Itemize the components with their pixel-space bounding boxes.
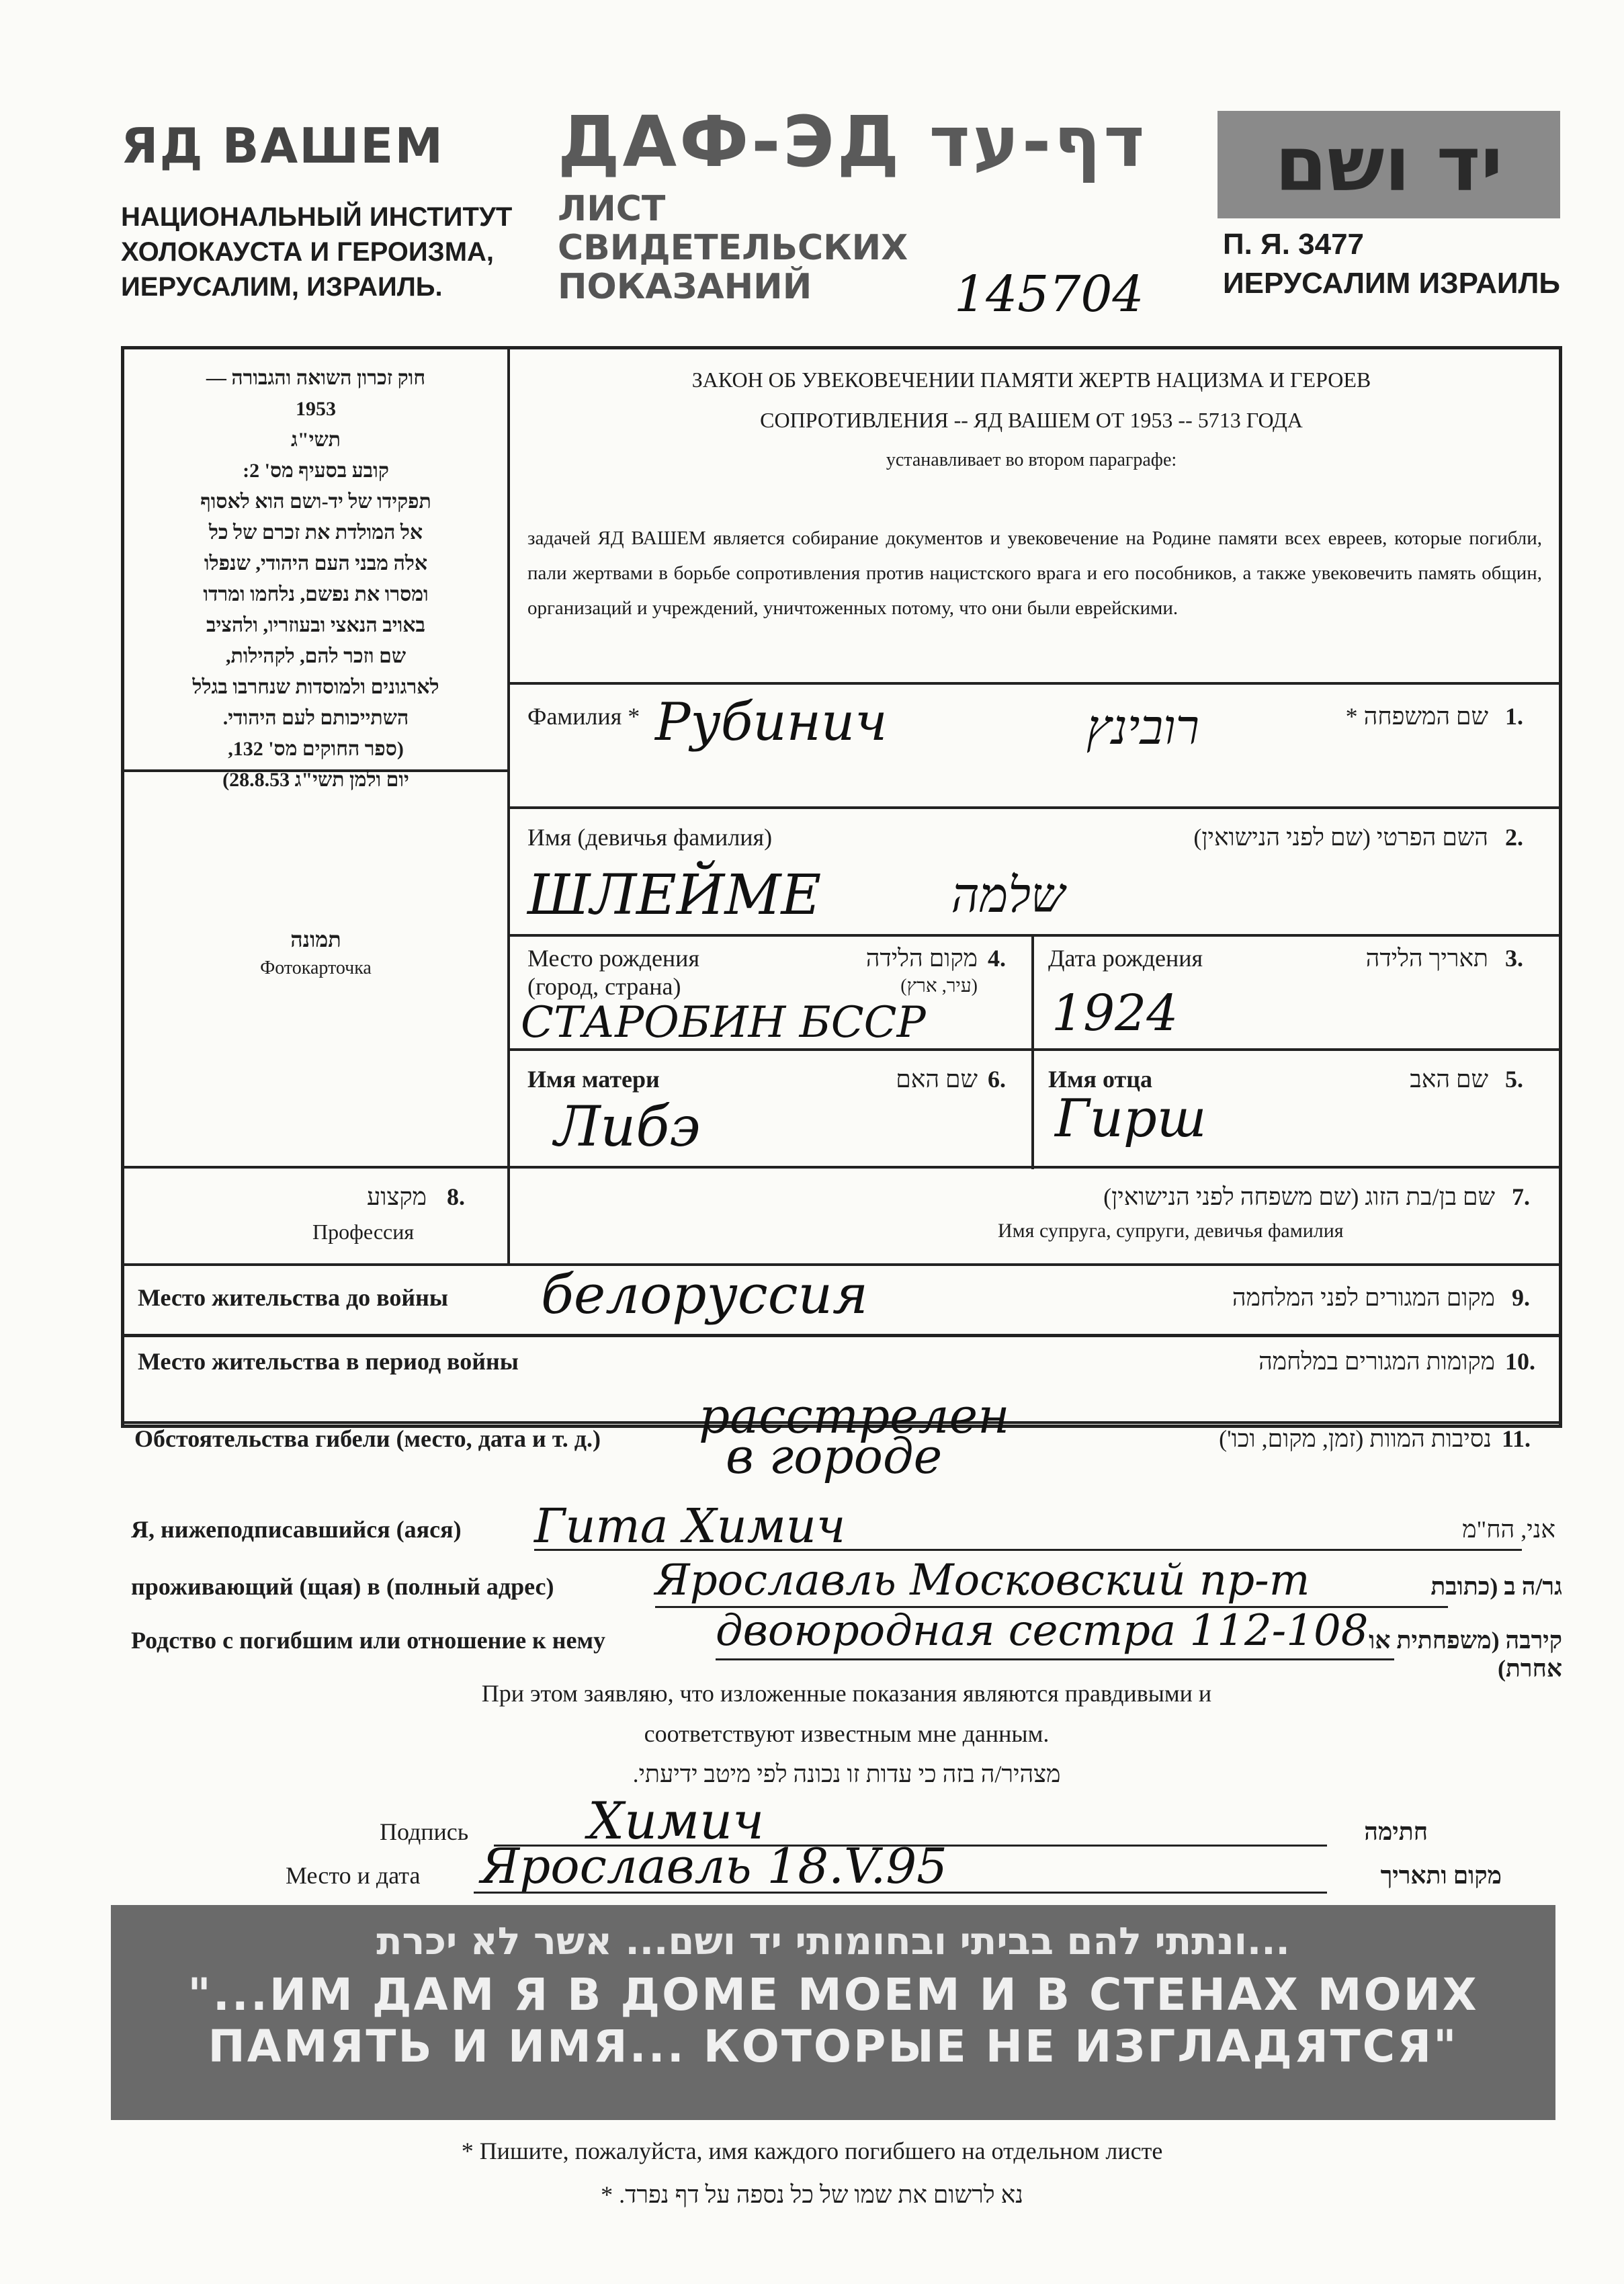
field-birthdate-label-hebrew: תאריך הלידה <box>1365 945 1488 972</box>
header-right-address <box>1223 225 1572 303</box>
underline <box>534 1549 1522 1551</box>
witness-section <box>131 1498 1562 1881</box>
field-number: 10. <box>1505 1348 1535 1375</box>
field-number: 3. <box>1505 945 1523 972</box>
form-title-line: ЛИСТ <box>558 189 666 229</box>
field-spouse-label: Имя супруга, супруги, девичья фамилия <box>998 1220 1344 1242</box>
field-number: 6. <box>988 1066 1006 1093</box>
signature-label: Подпись <box>380 1818 469 1845</box>
witness-relation-value[interactable]: двоюродная сестра 112-108 <box>716 1606 1369 1656</box>
banner-russian-quote: ПАМЯТЬ И ИМЯ... КОТОРЫЕ НЕ ИЗГЛАДЯТСЯ" <box>208 2021 1459 2072</box>
field-birthplace-label-hebrew <box>783 944 978 1001</box>
hebrew-law-line: 1953 <box>296 398 336 420</box>
hebrew-law-line: באויב הנאצי ובעוזריו, ולהציב <box>206 614 425 636</box>
divider <box>507 682 1559 685</box>
law-title <box>527 359 1535 480</box>
field-prewar-residence-label: Место жительства до войны <box>138 1284 448 1311</box>
photo-label-russian: Фотокарточка <box>260 958 372 978</box>
witness-name-value[interactable]: Гита Химич <box>534 1498 846 1554</box>
birthplace-label-hebrew-sub: (עיר, ארץ) <box>900 976 978 997</box>
field-wartime-residence-label-hebrew: מקומות המגורים במלחמה <box>1258 1348 1495 1375</box>
father-name-value[interactable]: Гирш <box>1055 1089 1207 1149</box>
footer-note: * Пишите, пожалуйста, имя каждого погибшего на отдельном листе <box>461 2138 1163 2164</box>
birthplace-label-hebrew: מקום הלידה <box>865 945 978 972</box>
birthdate-value[interactable]: 1924 <box>1052 984 1179 1042</box>
form-title-line: ПОКАЗАНИЙ <box>558 267 812 307</box>
birthplace-label: Место рождения <box>527 945 700 972</box>
daf-ed-title: ДАФ-ЭД דף-עד <box>558 101 1148 183</box>
witness-name-label-hebrew: אני, הח"מ <box>1462 1516 1555 1543</box>
hebrew-law-line: שם וזכר להם, לקהילות, <box>225 645 407 667</box>
hebrew-law-line: השתייכותם לעם היהודי. <box>222 707 409 729</box>
surname-value-hebrew[interactable]: רובינץ <box>1086 699 1199 755</box>
declaration-line: При этом заявляю, что изложенные показания являются правдивыми и <box>481 1680 1212 1707</box>
field-wartime-residence-label: Место жительства в период войны <box>138 1348 519 1375</box>
divider <box>507 1166 510 1263</box>
first-name-value-hebrew[interactable]: שלמה <box>951 867 1065 923</box>
institute-line: ИЕРУСАЛИМ, ИЗРАИЛЬ. <box>121 272 443 302</box>
hebrew-law-line: תשי"ג <box>291 429 341 451</box>
field-death-circumstances-label-hebrew: נסיבות המוות (זמן, מקום, וכו') <box>1219 1425 1492 1452</box>
field-number: 9. <box>1512 1284 1530 1311</box>
law-text: задачей ЯД ВАШЕМ является собирание документов и увековечение на Родине памяти всех евреев, которые погибли, пали жертвами в борьбе сопротивления против нацистского врага и его пособников, а также увековечить память общин, организаций и учреждений, уничтоженных потому, что они были еврейскими. <box>527 527 1542 619</box>
field-death-circumstances-label: Обстоятельства гибели (место, дата и т. д.) <box>134 1425 601 1452</box>
form-box <box>121 346 1562 1337</box>
declaration-hebrew: מצהיר/ה בזה כי עדות זו נכונה לפי מיטב ידיעתי. <box>632 1761 1061 1787</box>
hebrew-law-line: קובע בסעיף מס' 2: <box>243 460 389 482</box>
institute-line: НАЦИОНАЛЬНЫЙ ИНСТИТУТ <box>121 202 513 232</box>
field-number: 4. <box>988 945 1006 972</box>
field-profession-label-hebrew: מקצוע <box>366 1183 427 1210</box>
field-birthplace-label <box>527 944 699 1001</box>
divider <box>124 1166 1559 1169</box>
yad-vashem-logo: יד ושם <box>1217 111 1560 218</box>
death-circumstances-value[interactable]: в городе <box>726 1428 943 1484</box>
divider <box>507 806 1559 809</box>
field-surname-label-hebrew: שם המשפחה * <box>1345 703 1488 730</box>
place-date-label: Место и дата <box>286 1862 421 1889</box>
field-profession-label: Профессия <box>312 1220 415 1244</box>
field-surname-label: Фамилия * <box>527 703 640 730</box>
address-city: ИЕРУСАЛИМ ИЗРАИЛЬ <box>1223 267 1561 300</box>
first-name-value[interactable]: ШЛЕЙМЕ <box>527 863 822 927</box>
hebrew-law-line: אלה מבני העם היהודי, שנפלו <box>204 552 428 575</box>
signature-value[interactable]: Химич <box>588 1791 765 1851</box>
hebrew-law-line: יום ולמן תשי"ג 28.8.53) <box>222 769 409 791</box>
death-circumstances-value[interactable]: расстрелен <box>699 1388 1010 1444</box>
field-number: 5. <box>1505 1066 1523 1093</box>
banner-hebrew-quote: ...ונתתי להם בביתי ובחומותי יד ושם... אשר לא יכרת <box>376 1920 1290 1963</box>
declaration <box>131 1673 1562 1794</box>
field-spouse-label-hebrew: שם בן/בת הזוג (שם משפחה לפני הנישואין) <box>1103 1183 1495 1210</box>
surname-value[interactable]: Рубинич <box>655 692 888 753</box>
footer-note-hebrew: נא לרשום את שמו של כל נספה על דף נפרד. * <box>601 2181 1023 2208</box>
field-father-label: Имя отца <box>1048 1066 1152 1093</box>
place-date-value[interactable]: Ярославль 18.V.95 <box>480 1838 947 1894</box>
hebrew-law-line: (ספר החוקים מס' 132, <box>228 738 404 760</box>
banner-russian-quote: "...ИМ ДАМ Я В ДОМЕ МОЕМ И В СТЕНАХ МОИХ <box>187 1969 1479 2021</box>
birthplace-value[interactable]: СТАРОБИН БССР <box>521 998 926 1048</box>
row-death-circumstances <box>121 1388 1555 1502</box>
field-number: 7. <box>1512 1183 1530 1210</box>
hebrew-law-line: ומסרו את נפשם, נלחמו ומרדו <box>203 583 429 605</box>
field-number: 11. <box>1502 1425 1531 1452</box>
witness-relation-label-hebrew: קירבה (משפחתית או אחרת) <box>1369 1627 1562 1682</box>
quote-banner <box>111 1905 1555 2120</box>
field-mother-label: Имя матери <box>527 1066 660 1093</box>
form-title-line: СВИДЕТЕЛЬСКИХ <box>558 228 908 268</box>
hebrew-law-line: תפקידו של יד-ושם הוא לאסוף <box>200 491 431 513</box>
law-title-line: ЗАКОН ОБ УВЕКОВЕЧЕНИИ ПАМЯТИ ЖЕРТВ НАЦИЗМА И ГЕРОЕВ <box>691 368 1371 392</box>
declaration-line: соответствуют известным мне данным. <box>644 1720 1050 1747</box>
field-birthdate-label: Дата рождения <box>1048 945 1203 972</box>
field-father-label-hebrew: שם האב <box>1410 1066 1488 1093</box>
hebrew-law-line: לארגונים ולמוסדות שנחרבו בגלל <box>192 676 439 698</box>
witness-name-label: Я, нижеподписавшийся (аяся) <box>131 1516 462 1543</box>
birthplace-label-sub: (город, страна) <box>527 973 681 1000</box>
photo-label-hebrew: תמונה <box>290 927 341 951</box>
law-title-line: СОПРОТИВЛЕНИЯ -- ЯД ВАШЕМ ОТ 1953 -- 5713 ГОДА <box>760 408 1303 432</box>
underline <box>716 1658 1394 1660</box>
signature-label-hebrew: חתימה <box>1364 1818 1428 1845</box>
yad-vashem-title: ЯД ВАШЕМ <box>121 118 445 174</box>
po-box: П. Я. 3477 <box>1223 228 1365 261</box>
place-date-label-hebrew: מקום ותאריך <box>1380 1862 1502 1889</box>
hebrew-law-line: חוק זכרון השואה והגבורה — <box>206 367 426 389</box>
witness-address-value[interactable]: Ярославль Московский пр-т <box>655 1556 1310 1605</box>
witness-address-label: проживающий (щая) в (полный адрес) <box>131 1573 554 1600</box>
divider <box>1031 934 1034 1169</box>
law-intro: устанавливает во втором параграфе: <box>886 450 1177 470</box>
hebrew-law-line: אל המולדת את זכרם של כל <box>208 521 423 544</box>
hebrew-law-text <box>131 363 501 796</box>
place-date-row <box>131 1838 1562 1908</box>
field-prewar-residence-label-hebrew: מקום המגורים לפני המלחמה <box>1232 1284 1495 1311</box>
photo-placeholder <box>124 927 507 979</box>
field-number: 2. <box>1505 824 1523 851</box>
institute-name <box>121 200 538 304</box>
mother-name-value[interactable]: Либэ <box>554 1095 701 1159</box>
divider <box>507 349 510 1169</box>
field-mother-label-hebrew: שם האם <box>896 1066 978 1093</box>
witness-relation-label: Родство с погибшим или отношение к нему <box>131 1627 606 1654</box>
document-number: 145704 <box>954 265 1144 323</box>
field-number: 1. <box>1505 703 1523 730</box>
witness-address-label-hebrew: גר/ה ב (כתובת <box>1430 1573 1562 1600</box>
institute-line: ХОЛОКАУСТА И ГЕРОИЗМА, <box>121 237 495 267</box>
prewar-residence-value[interactable]: белоруссия <box>541 1263 868 1326</box>
underline <box>474 1892 1327 1894</box>
header-left <box>121 118 538 304</box>
field-name-label: Имя (девичья фамилия) <box>527 824 773 851</box>
field-name-label-hebrew: השם הפרטי (שם לפני הנישואין) <box>1193 824 1488 851</box>
field-number: 8. <box>447 1183 465 1210</box>
